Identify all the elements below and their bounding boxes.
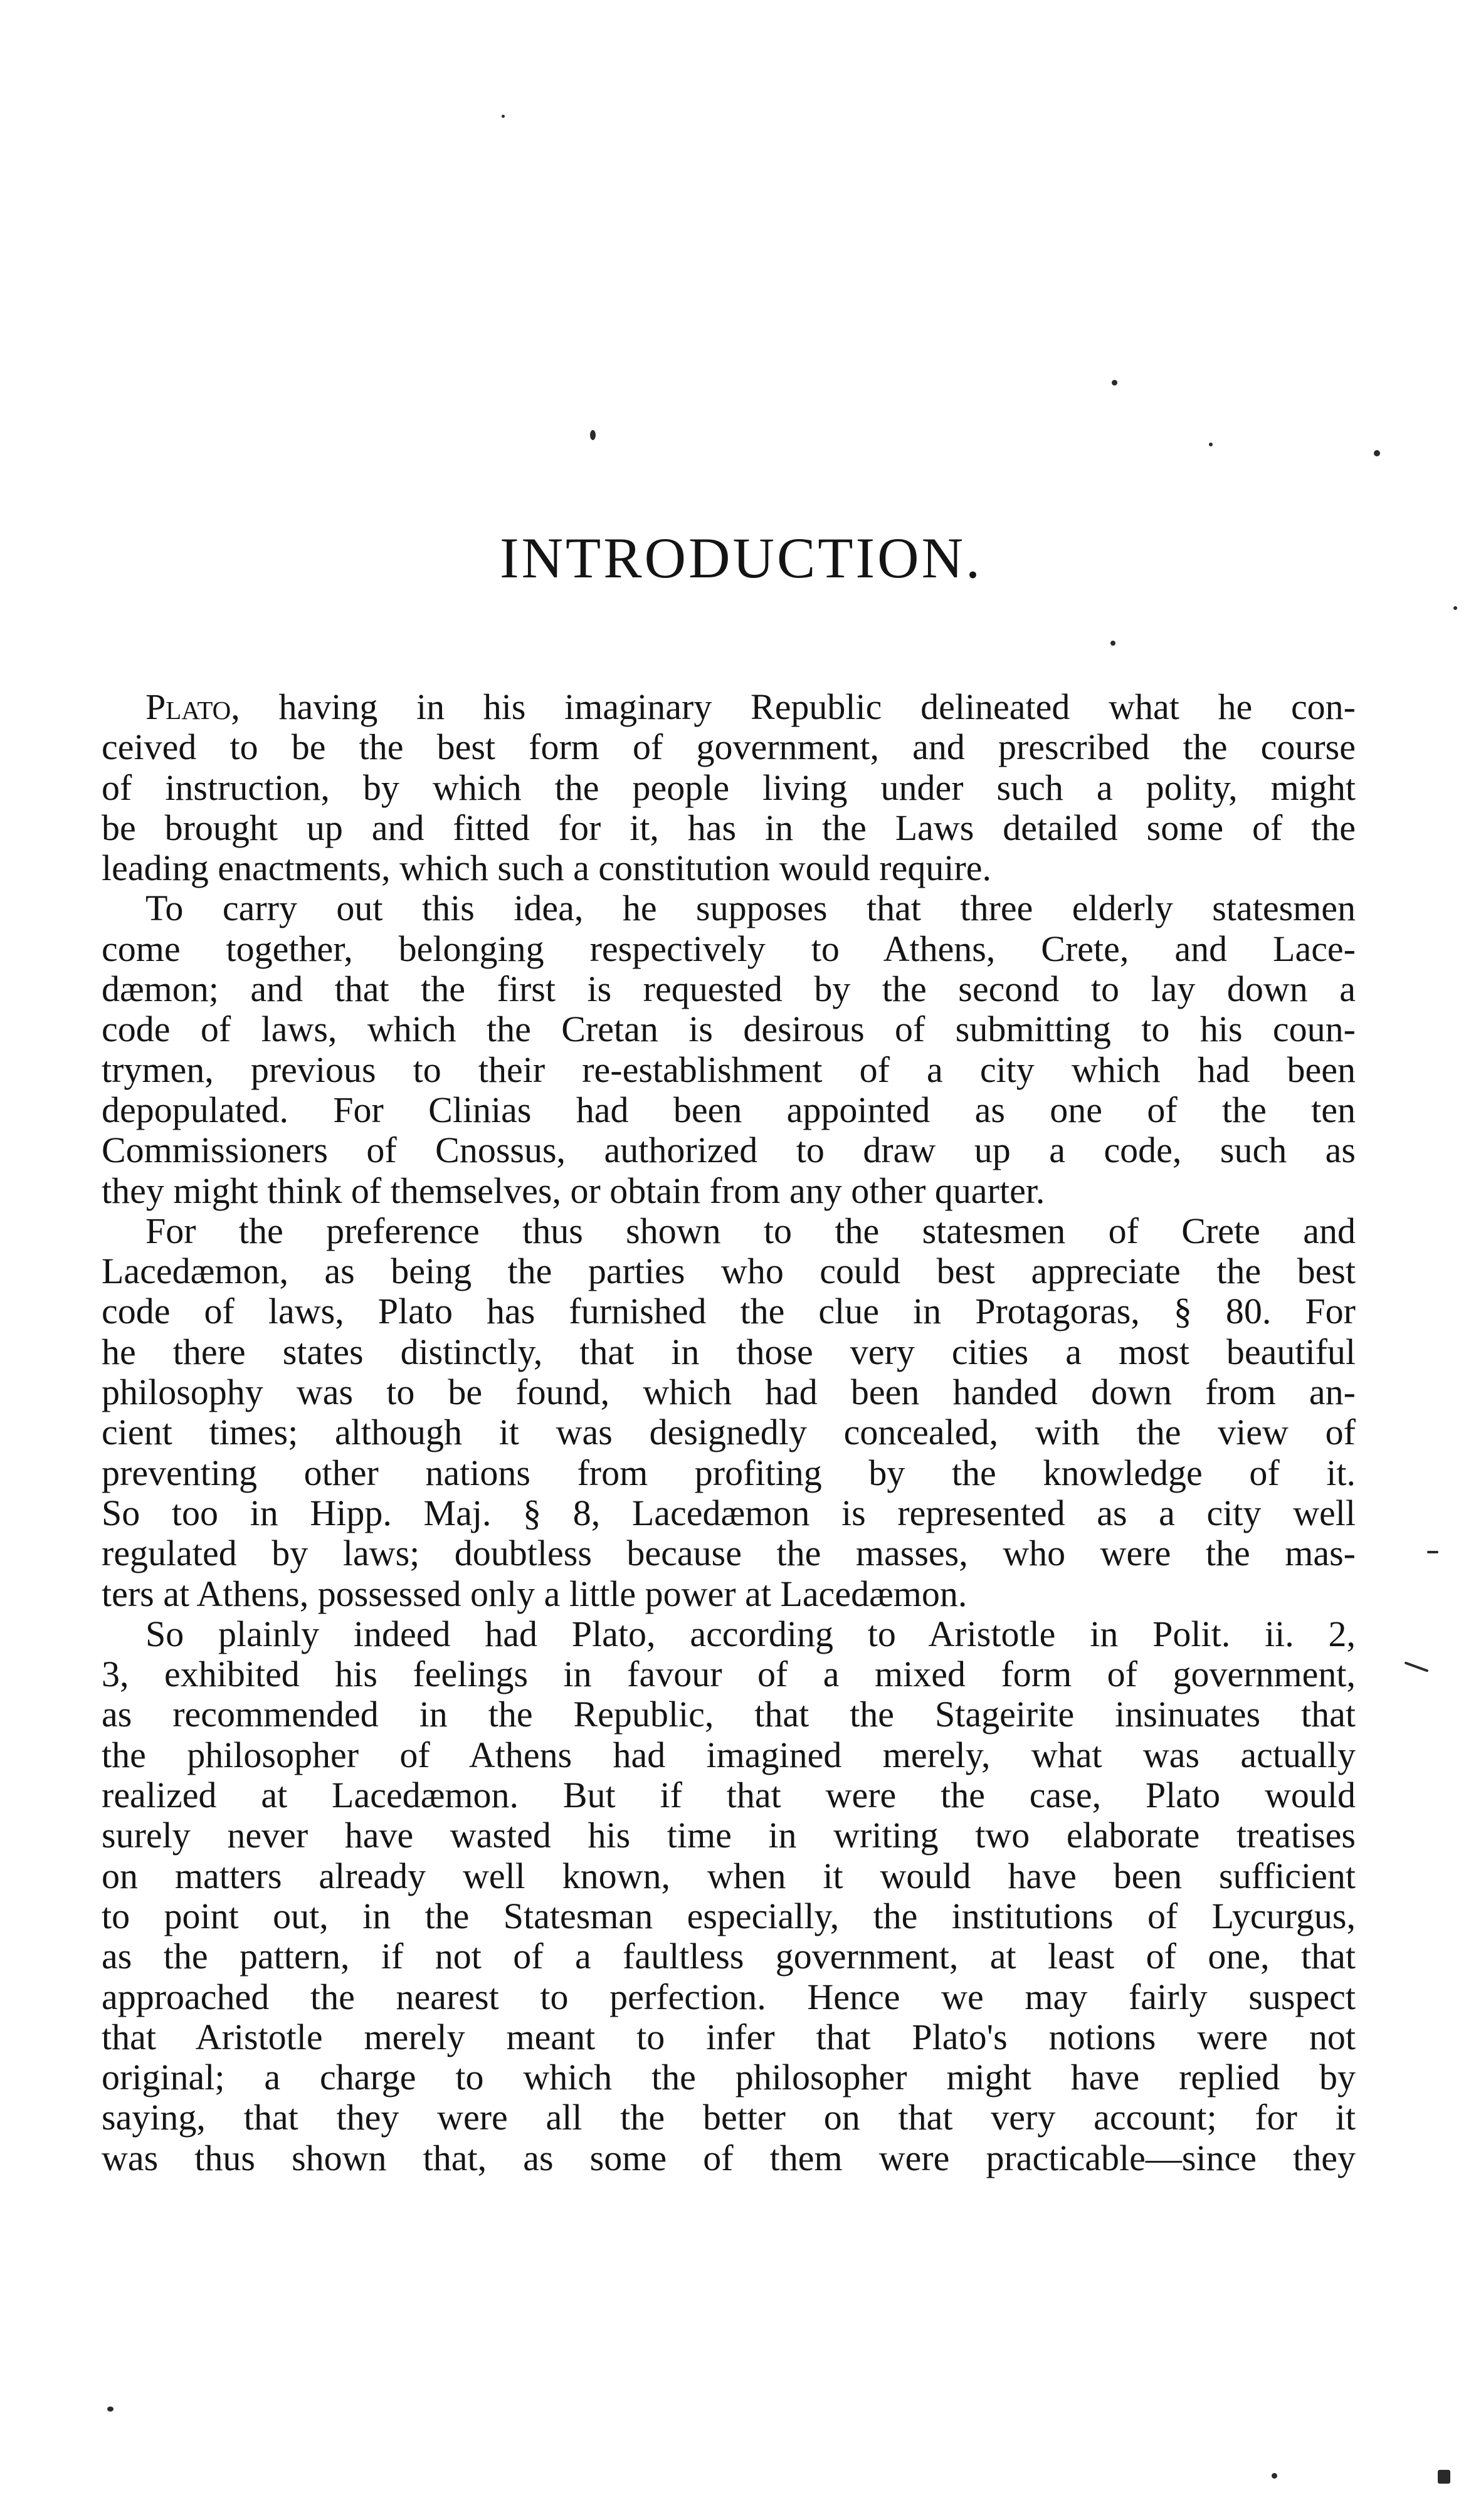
text-line: preventing other nations from profiting by the knowledge of it. (102, 1452, 1356, 1493)
body-text (102, 687, 1356, 2178)
lead-word: Plato, (145, 687, 240, 727)
text-line: Lacedæmon, as being the parties who could best appreciate the best (102, 1251, 1356, 1292)
text-line: dæmon; and that the first is requested by the second to lay down a (102, 969, 1356, 1010)
paragraph (102, 1211, 1356, 1614)
text-line: approached the nearest to perfection. Hence we may fairly suspect (102, 1977, 1356, 2017)
text-line: ters at Athens, possessed only a little power at Lacedæmon. (102, 1573, 967, 1614)
text-line: depopulated. For Clinias had been appointed as one of the ten (102, 1089, 1356, 1130)
text-line: as the pattern, if not of a faultless government, at least of one, that (102, 1936, 1356, 1977)
text-line: was thus shown that, as some of them were practicable—since they (102, 2138, 1356, 2178)
paragraph (102, 1614, 1356, 2178)
paragraph (102, 687, 1356, 888)
text-line: leading enactments, which such a constitution would require. (102, 848, 992, 889)
paragraph (102, 888, 1356, 1210)
text-line: ceived to be the best form of government, and prescribed the course (102, 727, 1356, 768)
text-line: code of laws, Plato has furnished the clue in Protagoras, § 80. For (102, 1291, 1356, 1332)
text-line: saying, that they were all the better on that very account; for it (102, 2097, 1356, 2138)
scan-speck (1374, 450, 1380, 456)
scan-speck (107, 2407, 113, 2412)
text-line: that Aristotle merely meant to infer that Plato's notions were not (102, 2017, 1356, 2057)
text-line: original; a charge to which the philosopher might have replied by (102, 2057, 1356, 2098)
text-line: Commissioners of Cnossus, authorized to draw up a code, such as (102, 1130, 1356, 1171)
scan-speck (1209, 443, 1213, 446)
text-line: be brought up and fitted for it, has in the Laws detailed some of the (102, 807, 1356, 848)
text-line: come together, belonging respectively to Athens, Crete, and Lace- (102, 928, 1356, 969)
text-line: they might think of themselves, or obtain from any other quarter. (102, 1170, 1045, 1211)
scan-speck (502, 115, 505, 118)
text-line: So too in Hipp. Maj. § 8, Lacedæmon is represented as a city well (102, 1493, 1356, 1533)
text-line: To carry out this idea, he supposes that three elderly statesmen (145, 888, 1356, 929)
text-line: the philosopher of Athens had imagined merely, what was actually (102, 1735, 1356, 1775)
text-line: philosophy was to be found, which had been handed down from an- (102, 1372, 1356, 1413)
scan-speck (1272, 2473, 1277, 2479)
scan-speck (1427, 1551, 1438, 1553)
scan-speck (1110, 641, 1115, 646)
page-title: INTRODUCTION. (499, 526, 983, 590)
text-line: to point out, in the Statesman especially, the institutions of Lycurgus, (102, 1896, 1356, 1936)
text-line: trymen, previous to their re-establishment of a city which had been (102, 1049, 1356, 1090)
text-line: For the preference thus shown to the statesmen of Crete and (145, 1210, 1356, 1251)
text-line: as recommended in the Republic, that the Stageirite insinuates that (102, 1694, 1356, 1735)
text-line: realized at Lacedæmon. But if that were the case, Plato would (102, 1775, 1356, 1816)
text-line: 3, exhibited his feelings in favour of a mixed form of government, (102, 1654, 1356, 1695)
text-line: of instruction, by which the people living under such a polity, might (102, 767, 1356, 808)
scan-speck (1112, 380, 1117, 386)
text-line: Plato, having in his imaginary Republic delineated what he con- (145, 687, 1356, 727)
text-line: So plainly indeed had Plato, according to Aristotle in Polit. ii. 2, (145, 1614, 1356, 1654)
text-line: code of laws, which the Cretan is desirous of submitting to his coun- (102, 1009, 1356, 1050)
text-line: surely never have wasted his time in writing two elaborate treatises (102, 1815, 1356, 1856)
text-line: regulated by laws; doubtless because the masses, who were the mas- (102, 1533, 1356, 1574)
scan-speck (590, 430, 596, 440)
text-line: cient times; although it was designedly concealed, with the view of (102, 1412, 1356, 1453)
scan-speck (1405, 1661, 1429, 1672)
scan-speck (1453, 606, 1457, 610)
text-line: he there states distinctly, that in those very cities a most beautiful (102, 1331, 1356, 1372)
scan-speck (1438, 2470, 1450, 2484)
text-line: on matters already well known, when it would have been sufficient (102, 1856, 1356, 1896)
